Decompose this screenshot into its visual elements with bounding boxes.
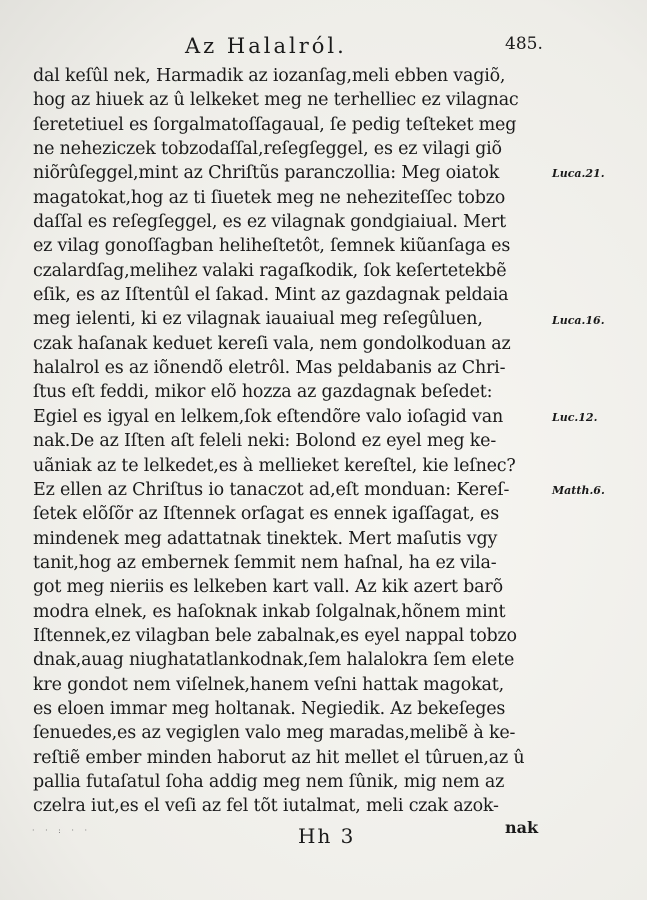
text-line: halalrol es az iõnendõ eletrôl. Mas peldabanis az Chri- bbox=[33, 358, 506, 379]
marginal-reference: Luca.16. bbox=[552, 313, 605, 327]
signature-mark: Hh 3 bbox=[298, 824, 356, 848]
text-line: Egiel es igyal en lelkem,ſok eſtendõre valo ioſagid van bbox=[33, 406, 504, 427]
page-number: 485. bbox=[505, 34, 543, 54]
text-line: uãniak az te lelkedet,es à mellieket kereſtel, kie leſnec? bbox=[33, 455, 516, 476]
text-line: meg ielenti, ki ez vilagnak iauaiual meg reſegûluen, bbox=[33, 309, 483, 330]
text-line: czalardſag,melihez valaki ragaſkodik, ſok keſertetekbẽ bbox=[33, 260, 507, 281]
text-line: Iſtennek,ez vilagban bele zabalnak,es eyel nappal tobzo bbox=[33, 625, 517, 646]
text-line: ſetek elõſõr az Iſtennek orſagat es ennek igaſſagat, es bbox=[33, 504, 499, 525]
running-head: Az Halalról. bbox=[185, 34, 347, 58]
text-line: ſenuedes,es az vegiglen valo meg maradas,melibẽ à ke- bbox=[33, 723, 516, 744]
ink-specks: · · : · · bbox=[32, 826, 92, 835]
body-text bbox=[33, 64, 543, 819]
text-line: got meg nieriis es lelkeben kart vall. Az kik azert barõ bbox=[33, 577, 503, 598]
text-line: eſik, es az Iſtentûl el ſakad. Mint az gazdagnak peldaia bbox=[33, 285, 509, 306]
text-line: dal keſûl nek, Harmadik az iozanſag,meli ebben vagiõ, bbox=[33, 66, 506, 86]
text-line: niõrûſeggel,mint az Chriſtũs paranczollia: Meg oiatok bbox=[33, 163, 500, 184]
catchword: nak bbox=[505, 818, 539, 837]
text-line: ſtus eſt feddi, mikor elõ hozza az gazdagnak beſedet: bbox=[33, 382, 493, 403]
marginal-reference: Luca.21. bbox=[552, 167, 605, 181]
text-line: modra elnek, es haſoknak inkab ſolgalnak,hõnem mint bbox=[33, 601, 506, 622]
text-line: es eloen immar meg holtanak. Negiedik. Az bekeſeges bbox=[33, 698, 506, 719]
text-line: hog az hiuek az û lelkeket meg ne terhelliec ez vilagnac bbox=[33, 90, 519, 111]
text-line: ne neheziczek tobzodaſſal,reſegſeggel, es ez vilagi giõ bbox=[33, 139, 502, 160]
text-line: Ez ellen az Chriſtus io tanaczot ad,eſt monduan: Kereſ- bbox=[33, 479, 510, 500]
text-line: czak haſanak keduet kereſi vala, nem gondolkoduan az bbox=[33, 333, 511, 354]
text-line: kre gondot nem viſelnek,hanem veſni hattak magokat, bbox=[33, 674, 504, 695]
marginal-reference: Luc.12. bbox=[552, 410, 598, 424]
text-line: czelra iut,es el veſi az fel tõt iutalmat, meli czak azok- bbox=[33, 796, 499, 817]
text-line: mindenek meg adattatnak tinektek. Mert maſutis vgy bbox=[33, 528, 498, 549]
text-line: nak.De az Iſten aſt feleli neki: Bolond ez eyel meg ke- bbox=[33, 431, 497, 452]
text-line: tanit,hog az embernek ſemmit nem haſnal, ha ez vila- bbox=[33, 552, 497, 573]
text-line: reſtiẽ ember minden haborut az hit mellet el tûruen,az û bbox=[33, 747, 525, 768]
text-line: daſſal es reſegſeggel, es ez vilagnak gondgiaiual. Mert bbox=[33, 212, 506, 233]
text-line: dnak,auag niughatatlankodnak,ſem halalokra ſem elete bbox=[33, 650, 515, 671]
marginal-reference: Matth.6. bbox=[552, 483, 605, 497]
text-line: ſeretetiuel es ſorgalmatoſſagaual, ſe pedig teſteket meg bbox=[33, 114, 517, 135]
text-line: pallia futaſatul ſoha addig meg nem ſûnik, mig nem az bbox=[33, 771, 505, 792]
text-line: ez vilag gonoſſagban heliheſtetôt, ſemnek kiũanſaga es bbox=[33, 236, 511, 257]
text-line: magatokat,hog az ti ſiuetek meg ne neheziteſſec tobzo bbox=[33, 187, 506, 208]
